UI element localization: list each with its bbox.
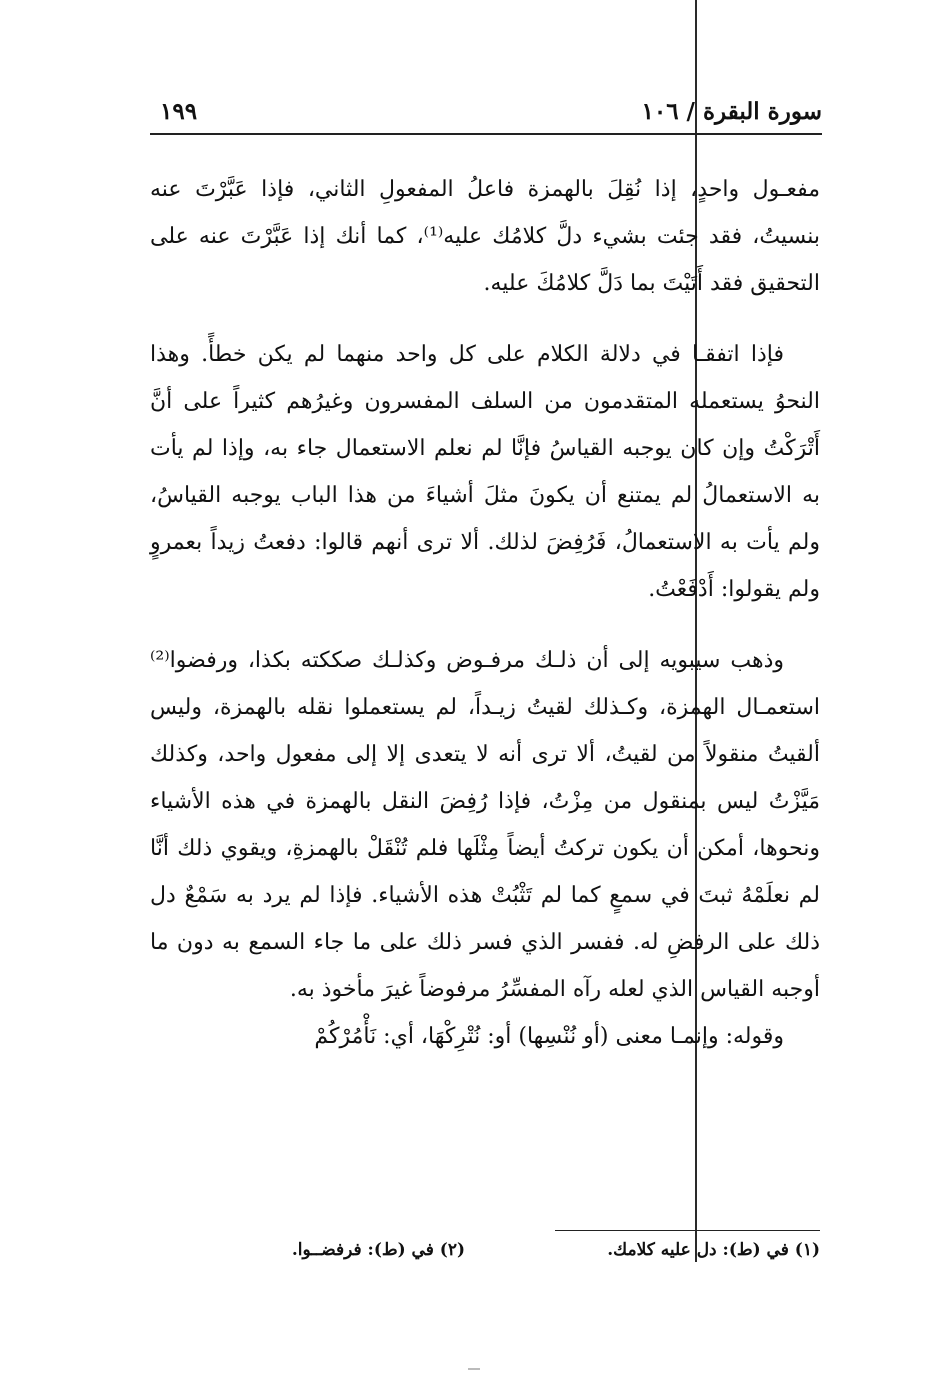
paragraph: وذهب سيبويه إلى أن ذلـك مرفـوض وكذلـك صككته بكذا، ورفضوا⁽²⁾ استعمـال الهمزة، وكـذلك لقيتُ زيـداً، لم يستعملوا نقله بالهمزة، وليس ألقيتُ منقولاً من لقيتُ، ألا ترى أنه لا يتعدى إلا إلى مفعول واحد، وكذلك مَيَّزْتُ ليس بمنقول من مِزْتُ، فإذا رُفِضَ النقل بالهمزة في هذه الأشياء ونحوها، أمكن أن يكون تركتُ أيضاً مِثْلَها فلم تُنْقَلْ بالهمزةِ، ويقوي ذلك أنَّا لم نعلَمْهُ ثبتَ في سمعٍ كما لم تَثْبُتْ هذه الأشياء. فإذا لم يرد به سَمْعٌ دل ذلك على الرفضِ له. ففسر الذي فسر ذلك على ما جاء السمع به دون ما أوجبه القياس الذي لعله رآه المفسِّرُ مرفوضاً غيرَ مأخوذ به. bbox=[150, 648, 820, 1002]
chapter-title: سورة البقرة / ١٠٦ bbox=[641, 98, 822, 125]
footnotes bbox=[150, 1238, 820, 1272]
running-header bbox=[150, 96, 822, 132]
main-text bbox=[150, 166, 820, 1060]
footnote-rule bbox=[555, 1230, 820, 1231]
header-rule bbox=[150, 133, 822, 135]
scan-smudge bbox=[468, 1368, 480, 1370]
footnote-2: (٢) في (ط): فرفضــوا. bbox=[291, 1240, 465, 1260]
paragraph: وقوله: وإنمـا معنى (أو نُنْسِها) أو: نُتْرِكْهَا، أي: نَأْمُرْكُمْ bbox=[314, 1024, 784, 1049]
footnote-1: (١) في (ط): دل عليه كلامك. bbox=[607, 1240, 820, 1260]
paragraph: مفعـول واحدٍ، إذا نُقِلَ بالهمزة فاعلُ المفعولِ الثاني، فإذا عَبَّرْتَ عنه بنسيتُ، فقد جئت بشيء دلَّ كلامُك عليه⁽¹⁾، كما أنك إذا عَبَّرْتَ عنه على التحقيق فقد أَتَيْتَ بما دَلَّ كلامُكَ عليه. bbox=[150, 177, 820, 296]
paragraph: فإذا اتفقـا في دلالة الكلام على كل واحد منهما لم يكن خطأً. وهذا النحوُ يستعمله المتقدمون من السلف المفسرون وغيرُهم كثيراً على أنَّ أَتْرَكْتُ وإن كان يوجبه القياسُ فإنَّا لم نعلم الاستعمال جاء به، وإذا لم يأت به الاستعمالُ لم يمتنع أن يكونَ مثلَ أشياءَ من هذا الباب يوجبه القياسُ، ولم يأت به الاستعمالُ، فَرُفِضَ لذلك. ألا ترى أنهم قالوا: دفعتُ زيداً بعمروٍ ولم يقولوا: أَدْفَعْتُ. bbox=[150, 342, 820, 602]
page-number: ١٩٩ bbox=[160, 98, 198, 125]
